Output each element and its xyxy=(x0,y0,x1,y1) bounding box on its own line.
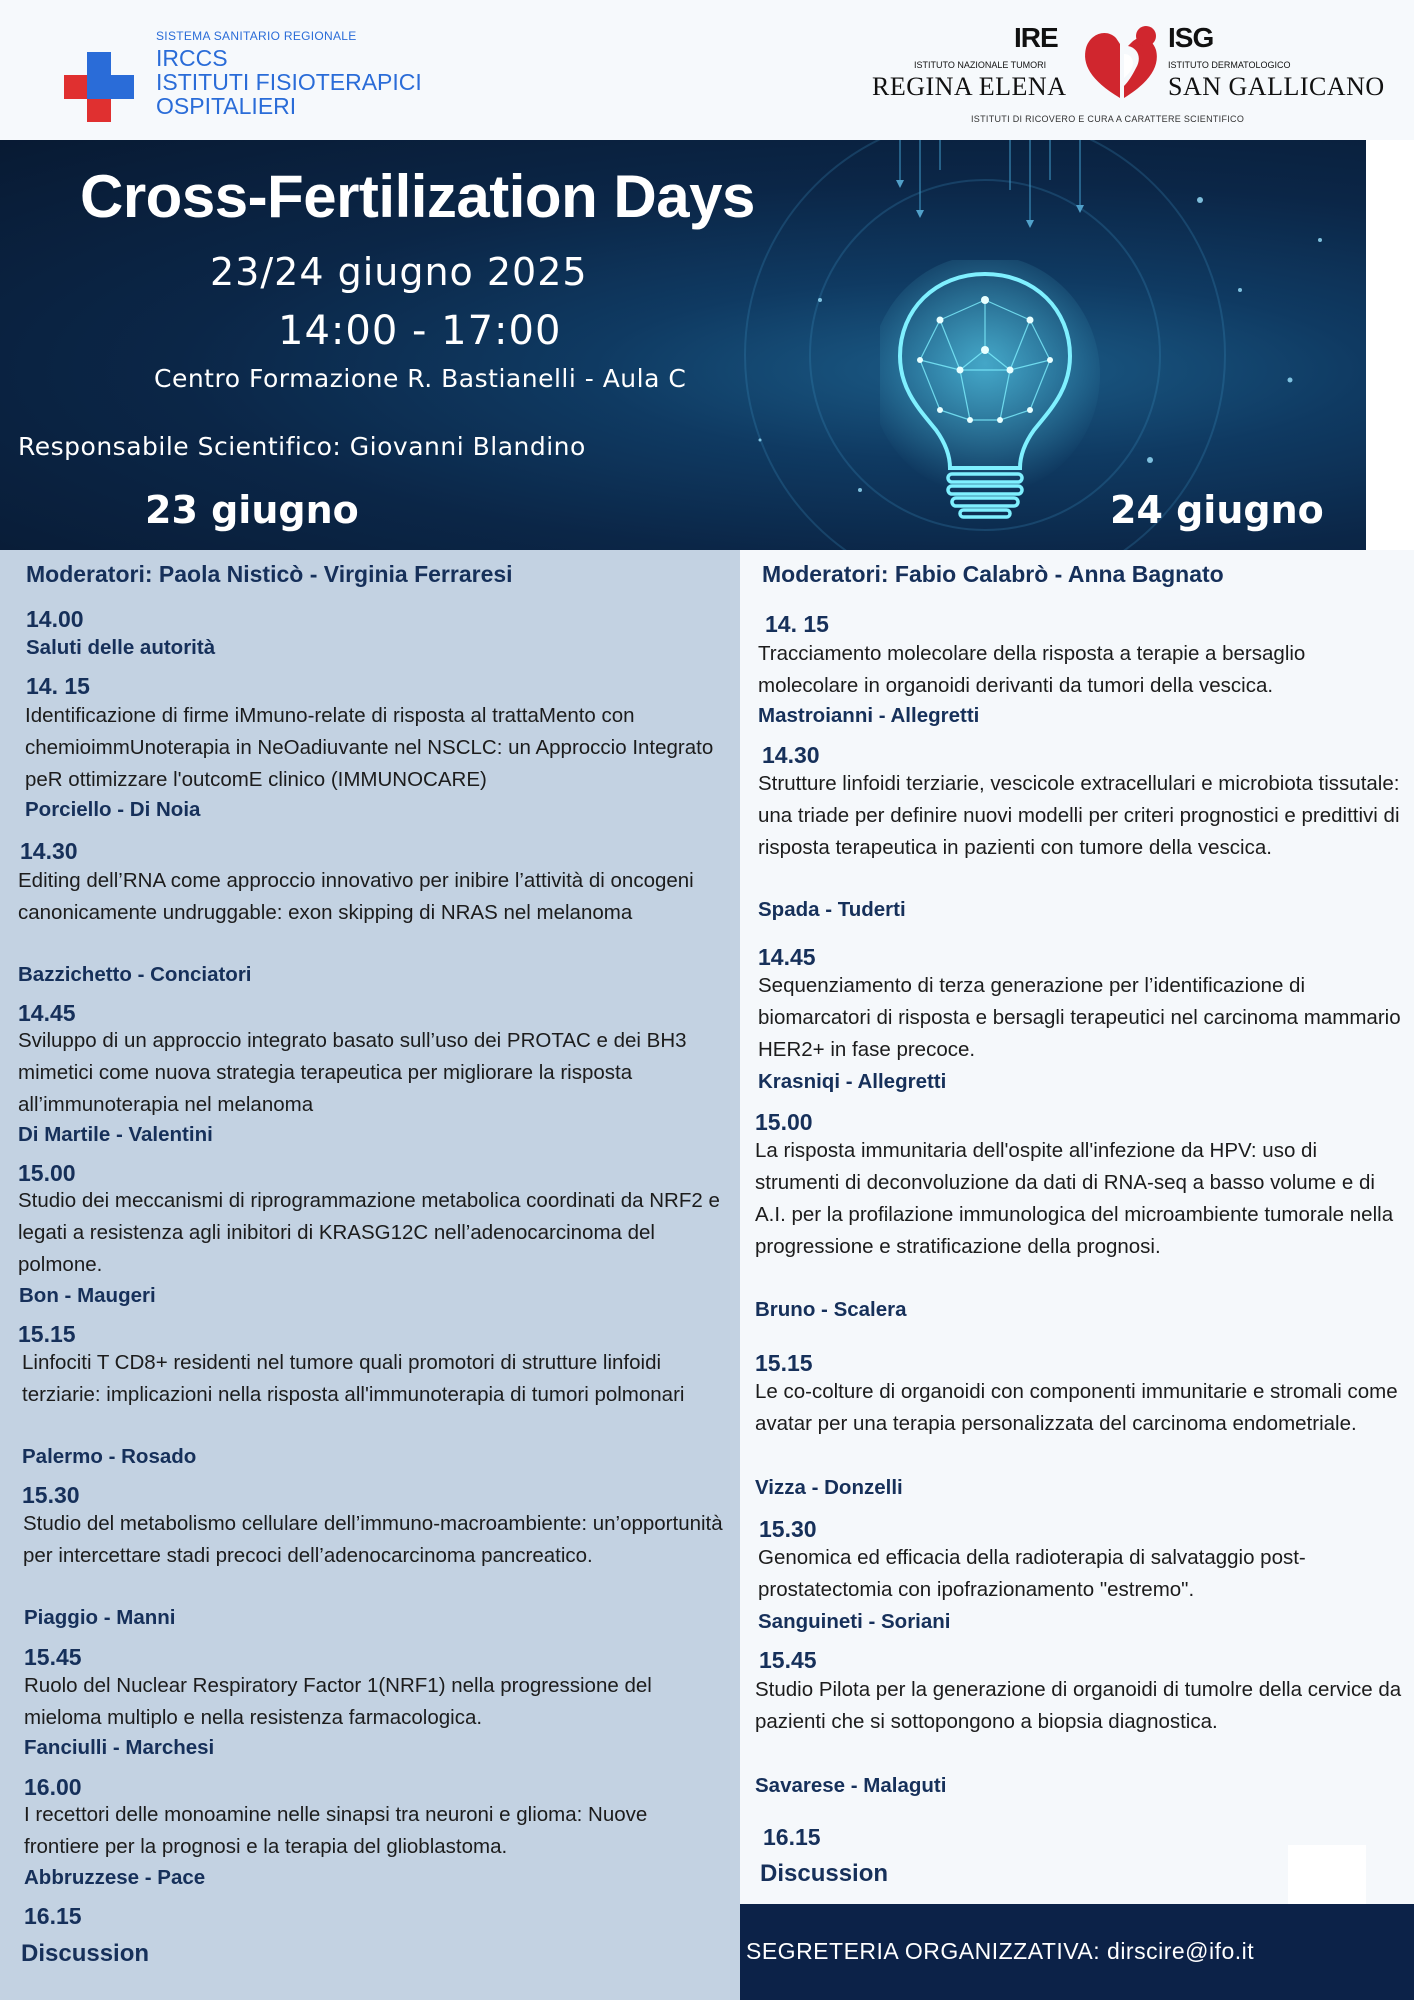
lightbulb-icon xyxy=(880,260,1100,520)
discussion-label: Discussion xyxy=(760,1860,889,1887)
day-heading-24: 24 giugno xyxy=(1110,488,1324,532)
ifo-logo-name xyxy=(156,46,422,118)
scientific-responsible: Responsabile Scientifico: Giovanni Blandino xyxy=(18,432,586,461)
talk-title: Sequenziamento di terza generazione per l’identificazione di biomarcatori di risposta e bersagli terapeutici nel carcinoma mammario HER2+ in fase precoce. xyxy=(758,974,1401,1061)
talk-speakers: Porciello - Di Noia xyxy=(25,798,201,821)
secretariat-footer xyxy=(740,1904,1414,2000)
talk-speakers: Palermo - Rosado xyxy=(22,1445,197,1468)
moderators: Moderatori: Fabio Calabrò - Anna Bagnato xyxy=(762,561,1224,587)
secretariat-contact[interactable]: SEGRETERIA ORGANIZZATIVA: dirscire@ifo.it xyxy=(746,1938,1255,1964)
talk-speakers: Spada - Tuderti xyxy=(758,898,906,921)
session-time: 16.15 xyxy=(763,1824,821,1850)
talk-title: Sviluppo di un approccio integrato basato sull’uso dei PROTAC e dei BH3 mimetici come nuova strategia terapeutica per migliorare la risposta all’immunoterapia nel melanoma xyxy=(18,1029,687,1116)
talk-speakers: Mastroianni - Allegretti xyxy=(758,704,980,727)
talk-title: Strutture linfoidi terziarie, vescicole extracellulari e microbiota tissutale: una triade per definire nuovi modelli per criteri prognostici e predittivi di risposta terapeutica in pazienti con tumore della vescica. xyxy=(758,772,1400,859)
talk-speakers: Bruno - Scalera xyxy=(755,1298,907,1321)
ifo-cross-icon xyxy=(64,52,134,122)
talk-speakers: Krasniqi - Allegretti xyxy=(758,1070,947,1093)
blank-box xyxy=(1288,1845,1366,1905)
talk-speakers: Fanciulli - Marchesi xyxy=(24,1736,215,1759)
program-day-2 xyxy=(740,550,1414,1904)
session-time: 14.45 xyxy=(18,1000,76,1026)
talk-speakers: Sanguineti - Soriani xyxy=(758,1610,951,1633)
session-time: 14. 15 xyxy=(26,673,90,699)
event-date: 23/24 giugno 2025 xyxy=(210,250,588,294)
isg-name: SAN GALLICANO xyxy=(1168,72,1385,101)
isg-abbr: ISG xyxy=(1168,22,1214,53)
session-time: 14.00 xyxy=(26,606,84,632)
welcome-title: Saluti delle autorità xyxy=(26,636,216,659)
session-time: 14.30 xyxy=(20,838,78,864)
session-time: 16.15 xyxy=(24,1903,82,1929)
ifo-logo-line: IRCCS xyxy=(156,45,228,71)
ifo-heart-icon xyxy=(1080,24,1162,102)
talk-speakers: Piaggio - Manni xyxy=(24,1606,176,1629)
ifo-logo-line: ISTITUTI FISIOTERAPICI xyxy=(156,69,422,95)
session-time: 15.30 xyxy=(22,1482,80,1508)
talk-title: Genomica ed efficacia della radioterapia di salvataggio post-prostatectomia con ipofrazionamento "estremo". xyxy=(758,1546,1306,1601)
talk-title: Le co-colture di organoidi con componenti immunitarie e stromali come avatar per una terapia personalizzata del carcinoma endometriale. xyxy=(755,1380,1398,1435)
talk-title: Studio dei meccanismi di riprogrammazione metabolica coordinati da NRF2 e legati a resistenza agli inibitori di KRASG12C nell’adenocarcinoma del polmone. xyxy=(18,1189,720,1276)
session-time: 15.00 xyxy=(755,1109,813,1135)
moderators: Moderatori: Paola Nisticò - Virginia Ferraresi xyxy=(26,561,513,587)
event-time: 14:00 - 17:00 xyxy=(278,308,562,354)
session-time: 16.00 xyxy=(24,1774,82,1800)
discussion-label: Discussion xyxy=(21,1940,150,1967)
talk-speakers: Vizza - Donzelli xyxy=(755,1476,903,1499)
program-day-1 xyxy=(0,550,740,2000)
talk-title: Tracciamento molecolare della risposta a terapie a bersaglio molecolare in organoidi derivanti da tumori della vescica. xyxy=(758,642,1306,697)
ifo-logo-line: OSPITALIERI xyxy=(156,93,297,119)
isg-subtitle: ISTITUTO DERMATOLOGICO xyxy=(1168,60,1291,70)
session-time: 15.45 xyxy=(759,1647,817,1673)
talk-title: Editing dell’RNA come approccio innovativo per inibire l’attività di oncogeni canonicamente undruggable: exon skipping di NRAS nel melanoma xyxy=(18,869,694,924)
ire-subtitle: ISTITUTO NAZIONALE TUMORI xyxy=(914,60,1047,70)
talk-title: Studio del metabolismo cellulare dell’immuno-macroambiente: un’opportunità per intercettare stadi precoci dell’adenocarcinoma pancreatico. xyxy=(23,1512,723,1567)
logo-footer-line: ISTITUTI DI RICOVERO E CURA A CARATTERE SCIENTIFICO xyxy=(971,114,1245,124)
talk-speakers: Di Martile - Valentini xyxy=(18,1123,213,1146)
session-time: 14. 15 xyxy=(765,611,829,637)
talk-title: Studio Pilota per la generazione di organoidi di tumolre della cervice da pazienti che si sottopongono a biopsia diagnostica. xyxy=(755,1678,1402,1733)
session-time: 15.45 xyxy=(24,1644,82,1670)
talk-title: Ruolo del Nuclear Respiratory Factor 1(NRF1) nella progressione del mieloma multiplo e nella resistenza farmacologica. xyxy=(24,1674,652,1729)
ire-name: REGINA ELENA xyxy=(872,72,1067,101)
session-time: 14.30 xyxy=(762,742,820,768)
ire-isg-logo xyxy=(868,20,1385,132)
ire-abbr: IRE xyxy=(1014,22,1058,53)
session-time: 15.00 xyxy=(18,1160,76,1186)
logo-bar xyxy=(0,0,1414,140)
talk-speakers: Bazzichetto - Conciatori xyxy=(18,963,252,986)
day-heading-23: 23 giugno xyxy=(145,488,359,532)
session-time: 15.15 xyxy=(755,1350,813,1376)
session-time: 15.30 xyxy=(759,1516,817,1542)
talk-title: Linfociti T CD8+ residenti nel tumore quali promotori di strutture linfoidi terziarie: implicazioni nella risposta all'immunoterapia di tumori polmonari xyxy=(22,1351,685,1406)
session-time: 14.45 xyxy=(758,944,816,970)
talk-title: I recettori delle monoamine nelle sinapsi tra neuroni e glioma: Nuove frontiere per la prognosi e la terapia del glioblastoma. xyxy=(24,1803,648,1858)
talk-speakers: Abbruzzese - Pace xyxy=(24,1866,206,1889)
ifo-logo xyxy=(64,26,484,126)
event-title: Cross-Fertilization Days xyxy=(80,163,755,230)
ifo-logo-subtitle: SISTEMA SANITARIO REGIONALE xyxy=(156,29,357,43)
event-venue: Centro Formazione R. Bastianelli - Aula C xyxy=(154,364,687,393)
talk-title: La risposta immunitaria dell'ospite all'infezione da HPV: uso di strumenti di deconvoluzione da dati di RNA-seq a basso volume e di A.I. per la profilazione immunologica del microambiente tumorale nella progressione e stratificazione della prognosi. xyxy=(755,1139,1394,1258)
talk-speakers: Savarese - Malaguti xyxy=(755,1774,947,1797)
hero-banner xyxy=(0,140,1366,550)
talk-title: Identificazione di firme iMmuno-relate di risposta al trattaMento con chemioimmUnoterapia in NeOadiuvante nel NSCLC: un Approccio Integrato peR ottimizzare l'outcomE clinico (IMMUNOCARE) xyxy=(25,704,714,791)
session-time: 15.15 xyxy=(18,1321,76,1347)
talk-speakers: Bon - Maugeri xyxy=(19,1284,156,1307)
